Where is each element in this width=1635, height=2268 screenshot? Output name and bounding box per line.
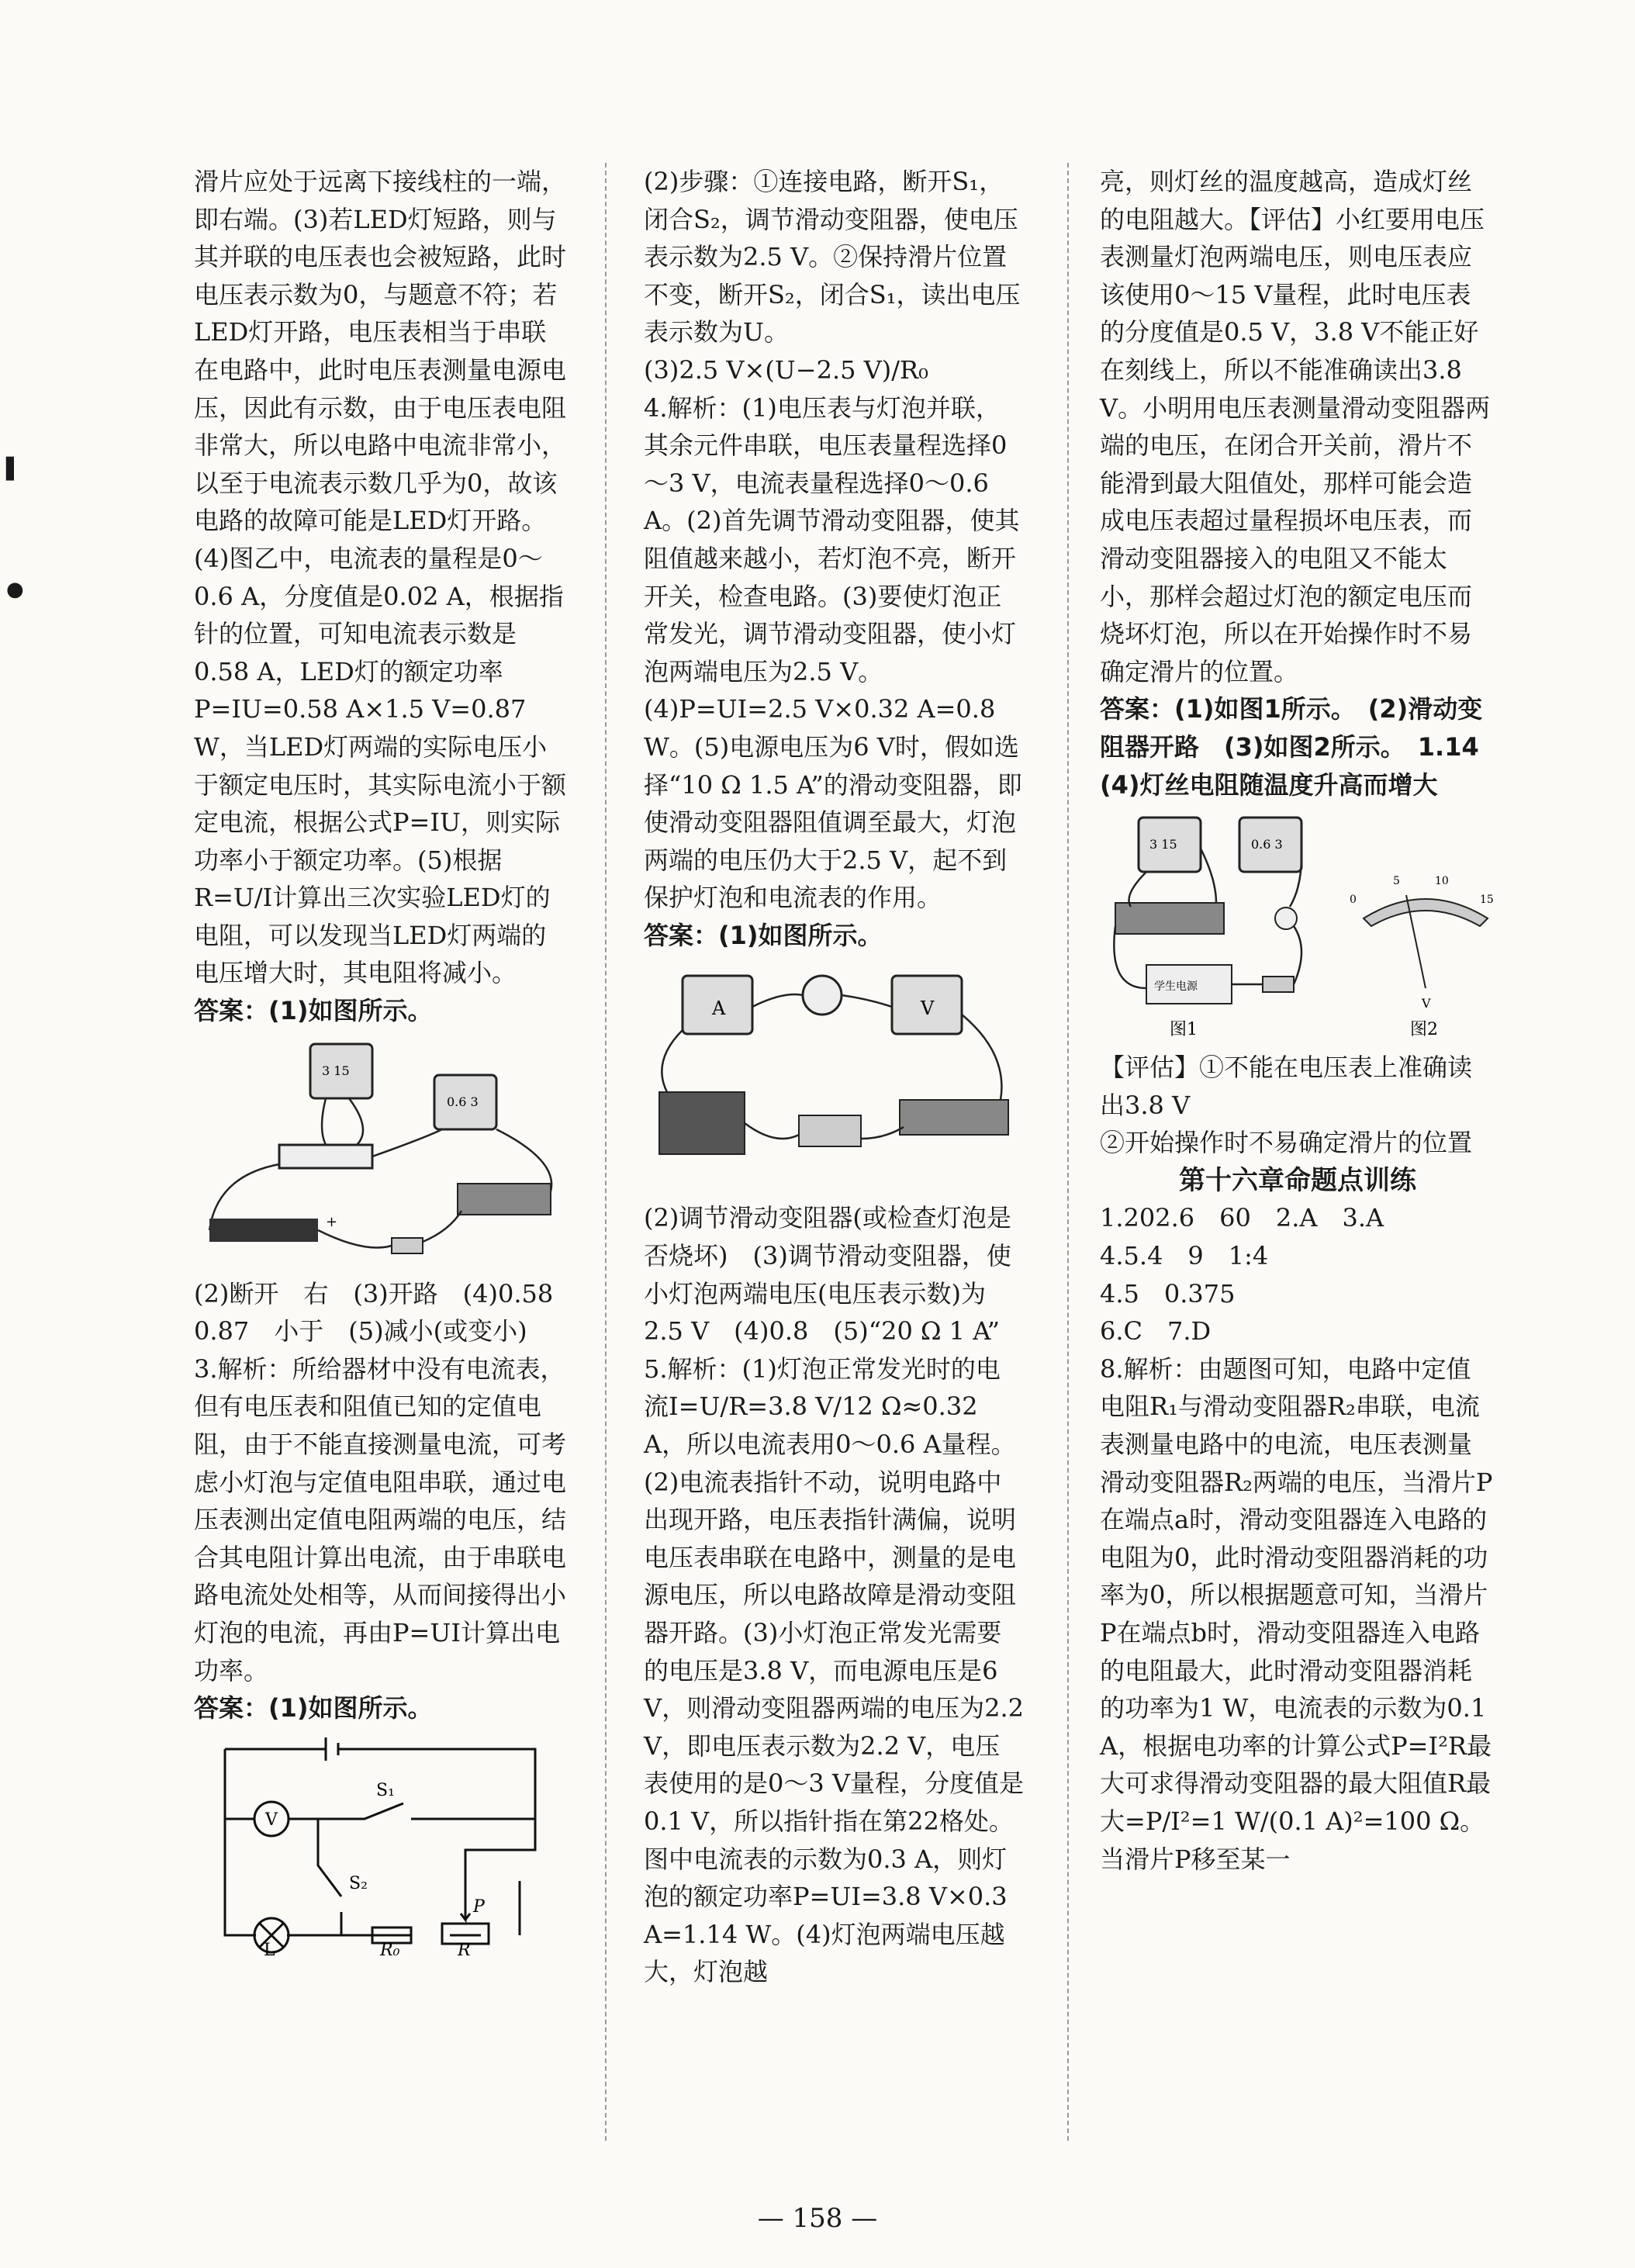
voltmeter-scale: 3 15 xyxy=(322,1063,350,1078)
column-divider xyxy=(1067,163,1069,2141)
answer-label: 答案：(1)如图所示。 xyxy=(644,920,883,950)
text-paragraph: 8.解析：由题图可知，电路中定值电阻R₁与滑动变阻器R₂串联，电流表测量电路中的电流，电压表测量滑动变阻器R₂两端的电压，当滑片P在端点a时，滑动变阻器连入电路的电阻为0，此时滑动变阻器消耗的功率为0，所以根据题意可知，当滑片P在端点b时，滑动变阻器连入电路的电阻最大，此时滑动变阻器消耗的功率为1 W，电流表的示数为0.1 A，根据电功率的计算公式P=I²R最大可求得滑动变阻器的最大阻值R最大=P/I²=1 W/(0.1 A)²=100 Ω。当滑片P移至某一 xyxy=(1100,1354,1493,1874)
switch-icon xyxy=(1263,977,1294,992)
answer-line: 4.5.4 9 1:4 xyxy=(1100,1241,1269,1271)
figure-led-circuit xyxy=(194,1036,571,1269)
rheostat-icon xyxy=(1115,903,1224,934)
margin-mark: ▌ xyxy=(6,458,22,481)
text-paragraph: 3.解析：所给器材中没有电流表，但有电压表和阻值已知的定值电阻，由于不能直接测量电流，可考虑小灯泡与定值电阻串联，通过电压表测出定值电阻两端的电压，结合其电阻计算出电流，由于串联电路电流处处相等，从而间接得出小灯泡的电流，再由P=UI计算出电功率。 xyxy=(194,1354,567,1685)
text-paragraph: 【评估】①不能在电压表上准确读出3.8 V xyxy=(1100,1053,1473,1120)
bulb-icon xyxy=(803,976,842,1015)
answer-text: (2)断开 右 (3)开路 (4)0.58 0.87 小于 (5)减小(或变小) xyxy=(194,1278,579,1347)
dial-tick: 10 xyxy=(1435,875,1449,888)
answer-text: 答案：(1)如图1所示。 (2)滑动变阻器开路 (3)如图2所示。 1.14 (4)灯丝电阻随温度升高而增大 xyxy=(1100,694,1504,800)
dial-unit: V xyxy=(1422,996,1431,1011)
r0-label: R₀ xyxy=(380,1940,400,1959)
switch-icon xyxy=(392,1238,423,1253)
v-label: V xyxy=(921,997,935,1020)
bulb-icon xyxy=(1275,908,1297,929)
margin-mark: ● xyxy=(6,578,24,601)
column-1 xyxy=(194,163,579,1965)
column-divider xyxy=(605,163,607,2141)
a-label: A xyxy=(712,997,726,1020)
section-heading: 第十六章命题点训练 xyxy=(1179,1164,1416,1196)
l-label: L xyxy=(264,1940,275,1959)
v-label: V xyxy=(265,1810,278,1830)
figure-1-and-2 xyxy=(1100,810,1495,1042)
text-paragraph: 滑片应处于远离下接线柱的一端，即右端。(3)若LED灯短路，则与其并联的电压表也会被短路，此时电压表示数为0，与题意不符；若LED灯开路，电压表相当于串联在电路中，此时电压表测量电源电压，因此有示数，由于电压表电阻非常大，所以电路中电流非常小，以至于电流表示数几乎为0，故该电路的故障可能是LED灯开路。(4)图乙中，电流表的量程是0～0.6 A，分度值是0.02 A，根据指针的位置，可知电流表示数是0.58 A，LED灯的额定功率P=IU=0.58 A×1.5 V=0.87 W，当LED灯两端的实际电压小于额定电压时，其实际电流小于额定电流，根据公式P=IU，则实际功率小于额定功率。(5)根据R=U/I计算出三次实验LED灯的电阻，可以发现当LED灯两端的电压增大时，其电阻将减小。 xyxy=(194,167,567,988)
fig1-caption: 图1 xyxy=(1170,1020,1198,1040)
voltmeter-scale: 3 15 xyxy=(1149,837,1177,852)
answer-line: 4.5 0.375 xyxy=(1100,1278,1236,1309)
answer-line: 1.202.6 60 2.A 3.A xyxy=(1100,1203,1384,1233)
battery-plus-label: + xyxy=(326,1213,338,1230)
text-paragraph: 亮，则灯丝的温度越高，造成灯丝的电阻越大。【评估】小红要用电压表测量灯泡两端电压，则电压表应该使用0～15 V量程，此时电压表的分度值是0.5 V，3.8 V不能正好在刻线上，所以不能准确读出3.8 V。小明用电压表测量滑动变阻器两端的电压，在闭合开关前，滑片不能滑到最大阻值处，那样可能会造成电压表超过量程损坏电压表，而滑动变阻器接入的电阻又不能太小，那样会超过灯泡的额定电压而烧坏灯泡，所以在开始操作时不易确定滑片的位置。 xyxy=(1100,167,1491,686)
r-label: R xyxy=(458,1940,471,1959)
power-supply-label: 学生电源 xyxy=(1154,980,1198,994)
rheostat-icon xyxy=(900,1100,1008,1135)
text-paragraph: (2)步骤：①连接电路，断开S₁，闭合S₂，调节滑动变阻器，使电压表示数为2.5 V。②保持滑片位置不变，断开S₂，闭合S₁，读出电压表示数为U。 xyxy=(644,167,1021,347)
fig2-caption: 图2 xyxy=(1410,1020,1438,1040)
s1-label: S₁ xyxy=(376,1780,395,1800)
answer-label: 答案：(1)如图所示。 xyxy=(194,1693,433,1723)
ammeter-scale: 0.6 3 xyxy=(447,1094,479,1109)
text-paragraph: ②开始操作时不易确定滑片的位置 xyxy=(1100,1128,1473,1158)
ammeter-scale: 0.6 3 xyxy=(1251,837,1283,852)
dial-tick: 0 xyxy=(1350,894,1357,907)
switch-icon xyxy=(799,1115,861,1146)
dial-arc xyxy=(1364,899,1488,926)
battery-icon xyxy=(659,1092,745,1154)
dial-tick: 15 xyxy=(1480,894,1494,907)
formula: (3)2.5 V×(U−2.5 V)/R₀ xyxy=(644,354,928,385)
answer-label: 答案：(1)如图所示。 xyxy=(194,996,433,1026)
battery-icon xyxy=(209,1219,318,1242)
page-number: — 158 — xyxy=(757,2203,878,2234)
dial-tick: 5 xyxy=(1393,875,1400,888)
s2-label: S₂ xyxy=(349,1873,368,1893)
rheostat-icon xyxy=(458,1184,551,1215)
answer-line: 6.C 7.D xyxy=(1100,1316,1212,1347)
column-3 xyxy=(1100,163,1504,1878)
p-label: P xyxy=(473,1896,485,1917)
text-paragraph: 5.解析：(1)灯泡正常发光时的电流I=U/R=3.8 V/12 Ω≈0.32 A，所以电流表用0～0.6 A量程。(2)电流表指针不动，说明电路中出现开路，电压表指针满偏，说明电压表串联在电路中，测量的是电源电压，所以电路故障是滑动变阻器开路。(3)小灯泡正常发光需要的电压是3.8 V，而电源电压是6 V，则滑动变阻器两端的电压为2.2 V，即电压表示数为2.2 V，电压表使用的是0～3 V量程，分度值是0.1 V，所以指针指在第22格处。图中电流表的示数为0.3 A，则灯泡的额定功率P=UI=3.8 V×0.3 A=1.14 W。(4)灯泡两端电压越大，灯泡越 xyxy=(644,1354,1025,1987)
figure-lamp-circuit xyxy=(644,960,1024,1193)
text-paragraph: 4.解析：(1)电压表与灯泡并联，其余元件串联，电压表量程选择0～3 V，电流表量程选择0～0.6 A。(2)首先调节滑动变阻器，使其阻值越来越小，若灯泡不亮，断开开关，检查电路。(3)要使灯泡正常发光，调节滑动变阻器，使小灯泡两端电压为2.5 V。(4)P=UI=2.5 V×0.32 A=0.8 W。(5)电源电压为6 V时，假如选择“10 Ω 1.5 A”的滑动变阻器，即使滑动变阻器阻值调至最大，灯泡两端的电压仍大于2.5 V，起不到保护灯泡和电流表的作用。 xyxy=(644,392,1022,913)
led-icon xyxy=(279,1145,372,1168)
figure-circuit-diagram xyxy=(194,1734,571,1959)
column-2 xyxy=(644,163,1024,1991)
answer-text: (2)调节滑动变阻器(或检查灯泡是否烧坏) (3)调节滑动变阻器，使小灯泡两端电压(电压表示数)为2.5 V (4)0.8 (5)“20 Ω 1 A” xyxy=(644,1203,1011,1347)
